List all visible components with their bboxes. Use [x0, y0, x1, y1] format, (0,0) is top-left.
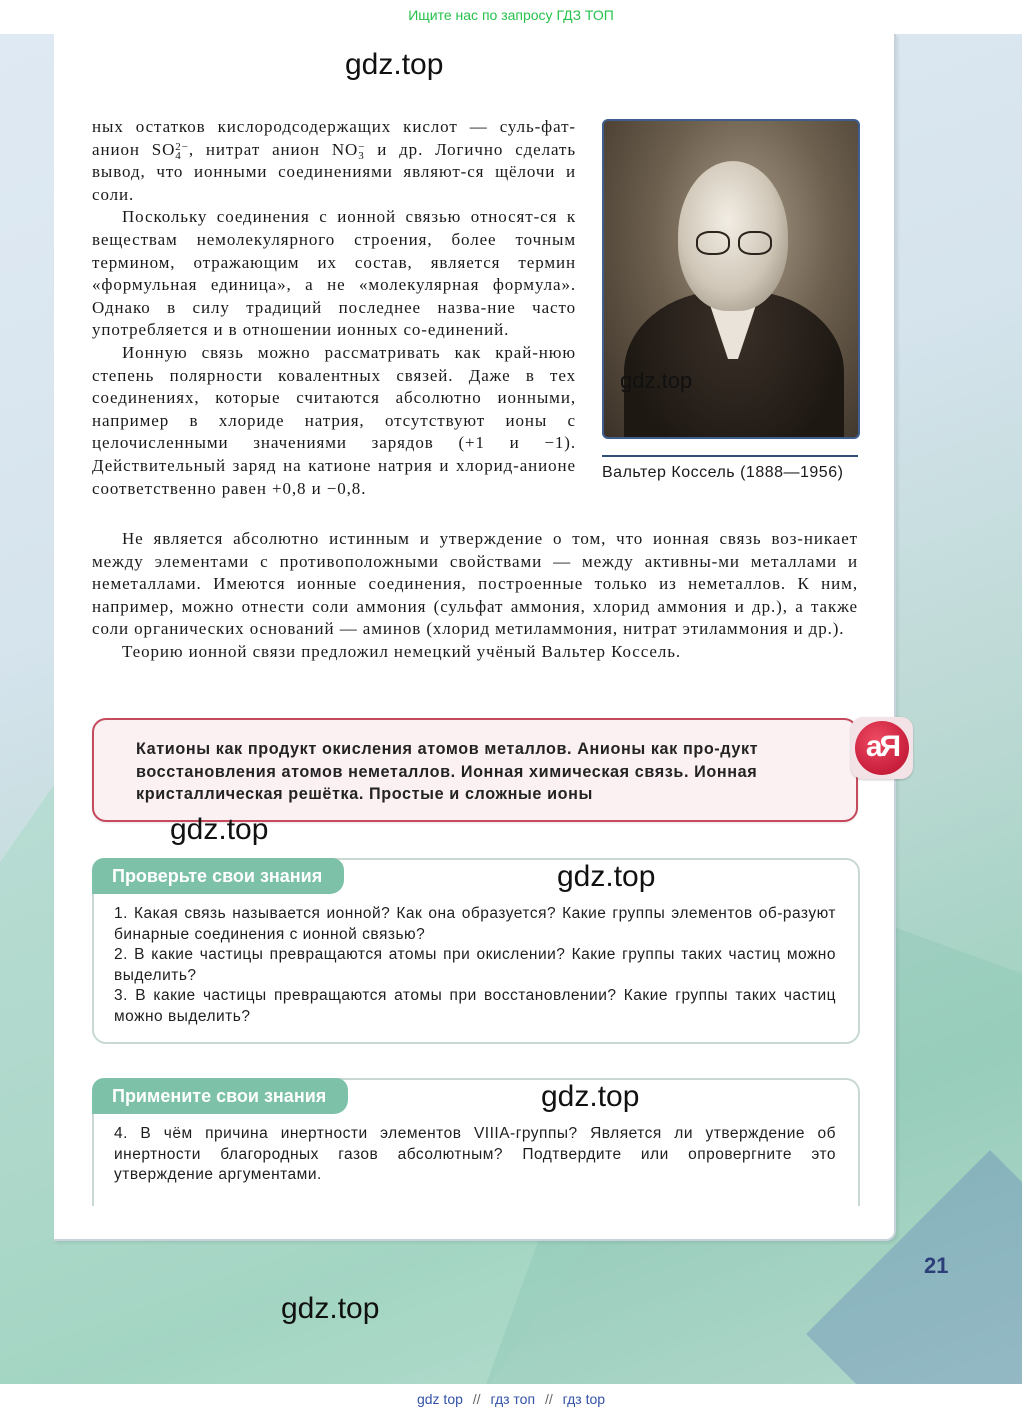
paragraph: ных остатков кислородсодержащих кислот — суль-фат-анион SO2− 4 , нитрат анион NO− 3 и др. Логично сделать вывод, что ионными соединениями являют-ся щёлочи и соли.	[92, 117, 576, 204]
footer-link[interactable]: гдз топ	[490, 1391, 536, 1407]
watermark: gdz.top	[557, 860, 656, 893]
apply-knowledge-box	[92, 1078, 860, 1206]
question-item: 3. В какие частицы превращаются атомы при восстановлении? Какие группы таких частиц можно выделить?	[114, 987, 836, 1025]
apply-knowledge-title: Примените свои знания	[92, 1078, 348, 1114]
watermark: gdz.top	[170, 813, 269, 846]
footer-separator: //	[544, 1391, 553, 1407]
paragraph: Не является абсолютно истинным и утверждение о том, что ионная связь воз-никает между элементами с противоположными свойствами — между активны-ми металлами и неметаллами. Имеются ионные соединения, построенные только из неметаллов. К ним, например, можно отнести соли аммония (сульфат аммония, хлорид аммония и др.), а также соли органических оснований — аминов (хлорид метиламмония, нитрат этиламмония и др.).	[92, 529, 858, 639]
watermark: gdz.top	[281, 1292, 380, 1325]
glasses-icon	[696, 231, 730, 255]
question-item: 4. В чём причина инертности элементов VIIIA-группы? Является ли утверждение об инертности благородных газов абсолютным? Подтвердите или опровергните это утверждение аргументами.	[114, 1125, 836, 1183]
paragraph: Ионную связь можно рассматривать как край-нюю степень полярности ковалентных связей. Даже в тех соединениях, которые считаются абсолютно ионными, например в хлориде натрия, отсутствуют ионы с целочисленными значениями зарядов (+1 и −1). Действительный заряд на катионе натрия и хлорид-анионе соответственно равен +0,8 и −0,8.	[92, 342, 576, 498]
key-terms-box	[92, 718, 858, 822]
watermark: gdz.top	[345, 48, 444, 81]
paragraph: Теорию ионной связи предложил немецкий учёный Вальтер Коссель.	[122, 641, 682, 661]
paragraph: Поскольку соединения с ионной связью относят-ся к веществам немолекулярного строения, более точным термином, отражающим их состав, является термин «формульная единица», а не «молекулярная формула». Однако в силу традиций последнее назва-ние часто употребляется и в отношении ионных со-единений.	[92, 207, 576, 340]
portrait-head	[678, 161, 788, 311]
check-knowledge-title: Проверьте свои знания	[92, 858, 344, 894]
watermark: gdz.top	[541, 1080, 640, 1113]
key-terms-text: Катионы как продукт окисления атомов металлов. Анионы как про-дукт восстановления атомов неметаллов. Ионная химическая связь. Ионная кристаллическая решётка. Простые и сложные ионы	[136, 740, 759, 803]
glossary-badge: аЯ	[855, 721, 909, 775]
search-hint: Ищите нас по запросу ГДЗ ТОП	[0, 0, 1022, 34]
question-item: 2. В какие частицы превращаются атомы при окислении? Какие группы таких частиц можно выделить?	[114, 946, 836, 984]
caption-rule	[602, 455, 858, 457]
footer-link[interactable]: gdz top	[416, 1391, 463, 1407]
question-item: 1. Какая связь называется ионной? Как она образуется? Какие группы элементов об-разуют бинарные соединения с ионной связью?	[114, 905, 836, 943]
glasses-icon	[738, 231, 772, 255]
portrait-caption: Вальтер Коссель (1888—1956)	[602, 464, 844, 481]
watermark: gdz.top	[620, 368, 693, 393]
page-number: 21	[924, 1253, 949, 1278]
check-knowledge-box	[92, 858, 860, 1044]
glossary-icon	[851, 717, 913, 779]
full-width-text	[92, 528, 858, 664]
ion-charge: 2− 4	[175, 140, 189, 162]
column-text	[92, 116, 576, 500]
ion-charge: − 3	[358, 140, 366, 162]
question-list	[114, 1124, 836, 1186]
footer-separator: //	[472, 1391, 481, 1407]
footer-link[interactable]: гдз top	[562, 1391, 606, 1407]
question-list	[114, 904, 836, 1027]
footer	[0, 1384, 1022, 1416]
